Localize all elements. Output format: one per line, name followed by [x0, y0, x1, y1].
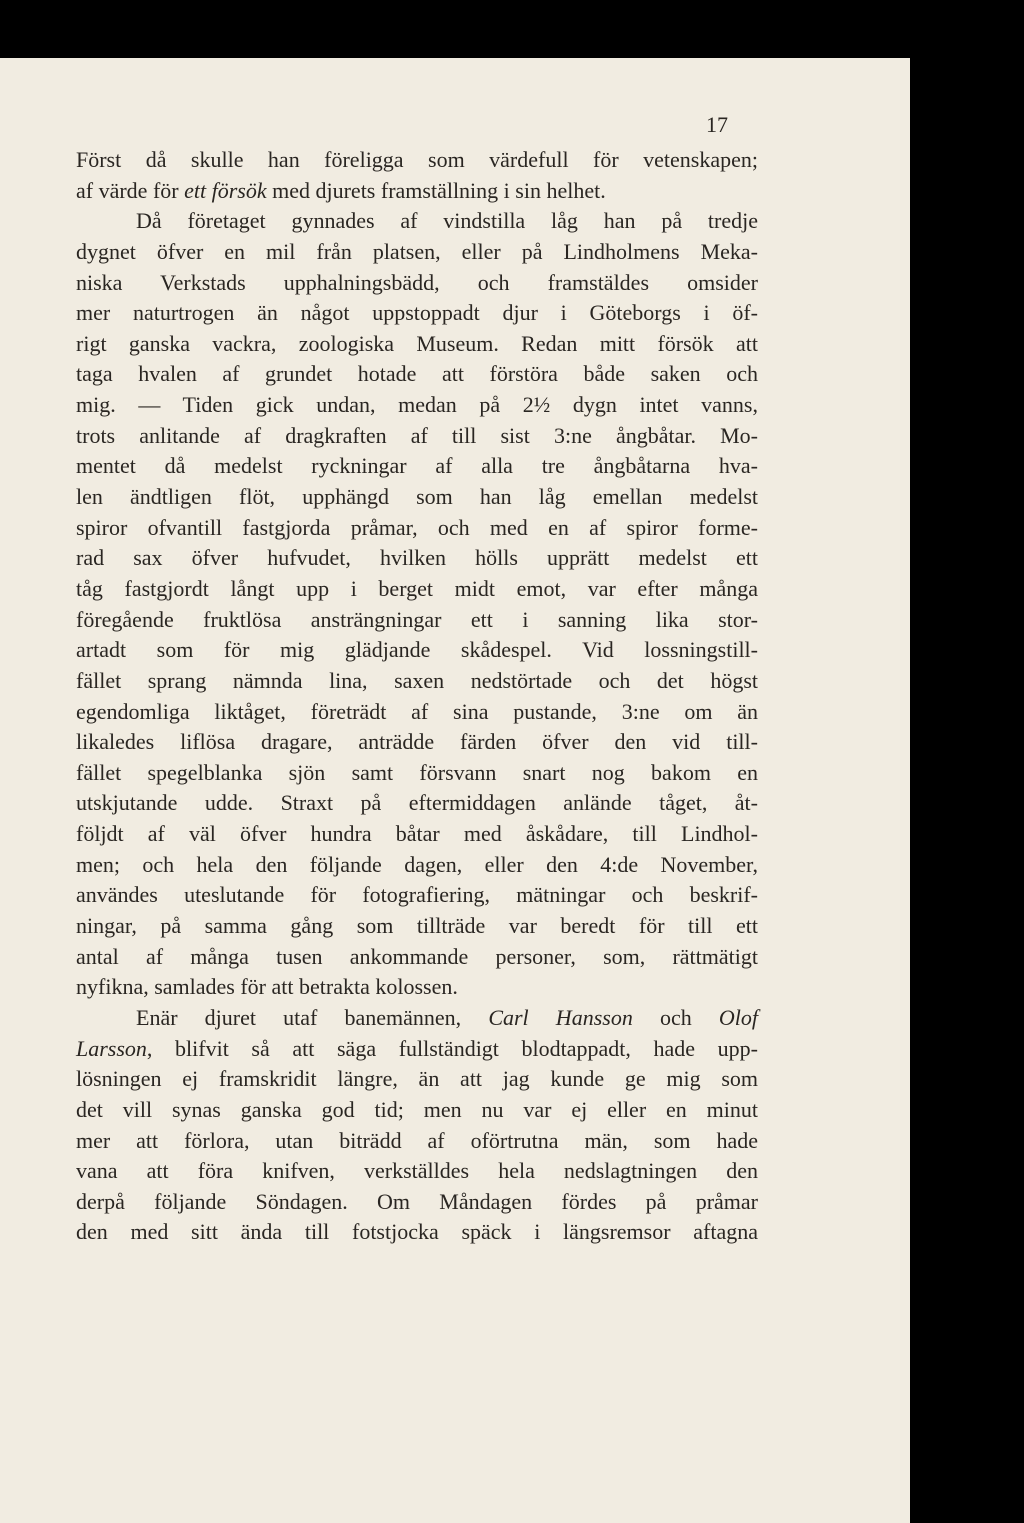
text-line: men; och hela den följande dagen, eller den 4:de November, — [76, 851, 758, 877]
text-line: egendomliga liktåget, företrädt af sina pustande, 3:ne om än — [76, 698, 758, 724]
italic-text: Olof — [718, 1004, 759, 1030]
text-segment: med djurets framställning i sin helhet. — [266, 177, 606, 203]
text-line: vana att föra knifven, verkställdes hela nedslagtningen den — [76, 1158, 758, 1184]
text-segment: och — [632, 1004, 719, 1030]
text-line: ningar, på samma gång som tillträde var beredt för till ett — [76, 913, 758, 939]
text-line: fället sprang nämnda lina, saxen nedstörtade och det högst — [76, 667, 758, 693]
text-line: mer naturtrogen än något uppstoppadt djur i Göteborgs i öf- — [76, 300, 758, 326]
italic-text: Larsson — [76, 1035, 147, 1061]
text-line: len ändtligen flöt, upphängd som han låg emellan medelst — [76, 484, 758, 510]
text-line: tåg fastgjordt långt upp i berget midt emot, var efter många — [76, 575, 758, 601]
text-line: mig. — Tiden gick undan, medan på 2½ dygn intet vanns, — [76, 392, 758, 418]
text-line: taga hvalen af grundet hotade att förstöra både saken och — [76, 361, 758, 387]
text-line: Då företaget gynnades af vindstilla låg han på tredje — [136, 208, 758, 234]
text-segment: , blifvit så att säga fullständigt blodtappadt, hade upp- — [146, 1035, 758, 1061]
text-line: fället spegelblanka sjön samt försvann snart nog bakom en — [76, 759, 758, 785]
italic-text: Carl Hansson — [488, 1004, 633, 1030]
text-line: det vill synas ganska god tid; men nu var ej eller en minut — [76, 1096, 758, 1122]
text-line: spiror ofvantill fastgjorda pråmar, och med en af spiror forme- — [76, 514, 758, 540]
text-line: likaledes liflösa dragare, anträdde färden öfver den vid till- — [76, 729, 758, 755]
italic-text: ett försök — [184, 177, 267, 203]
text-line: derpå följande Söndagen. Om Måndagen fördes på pråmar — [76, 1188, 758, 1214]
body-text — [76, 145, 758, 1248]
text-line: den med sitt ända till fotstjocka späck i längsremsor aftagna — [76, 1219, 758, 1245]
text-line: artadt som för mig glädjande skådespel. Vid lossningstill- — [76, 637, 758, 663]
text-line — [76, 1034, 758, 1065]
text-line: trots anlitande af dragkraften af till sist 3:ne ångbåtar. Mo- — [76, 422, 758, 448]
text-line: antal af många tusen ankommande personer, som, rättmätigt — [76, 943, 758, 969]
text-line — [76, 176, 758, 207]
text-line: niska Verkstads upphalningsbädd, och framstäldes omsider — [76, 269, 758, 295]
text-line: användes uteslutande för fotografiering, mätningar och beskrif- — [76, 882, 758, 908]
text-line — [76, 1003, 758, 1034]
text-segment: Enär djuret utaf banemännen, — [136, 1004, 489, 1030]
text-line: Först då skulle han föreligga som värdefull för vetenskapen; — [76, 147, 758, 172]
text-line: föregående fruktlösa ansträngningar ett i sanning lika stor- — [76, 606, 758, 632]
text-line: nyfikna, samlades för att betrakta kolossen. — [76, 974, 458, 1000]
text-line: utskjutande udde. Straxt på eftermiddagen anlände tåget, åt- — [76, 790, 758, 816]
text-line: mentet då medelst ryckningar af alla tre ångbåtarna hva- — [76, 453, 758, 479]
text-line: rad sax öfver hufvudet, hvilken hölls upprätt medelst ett — [76, 545, 758, 571]
text-segment: af värde för — [76, 177, 185, 203]
text-line: dygnet öfver en mil från platsen, eller på Lindholmens Meka- — [76, 238, 758, 264]
text-line: lösningen ej framskridit längre, än att jag kunde ge mig som — [76, 1066, 758, 1092]
text-line: mer att förlora, utan biträdd af oförtrutna män, som hade — [76, 1127, 758, 1153]
text-line: rigt ganska vackra, zoologiska Museum. Redan mitt försök att — [76, 330, 758, 356]
page-number: 17 — [706, 112, 728, 137]
text-line: följdt af väl öfver hundra båtar med åskådare, till Lindhol- — [76, 821, 758, 847]
